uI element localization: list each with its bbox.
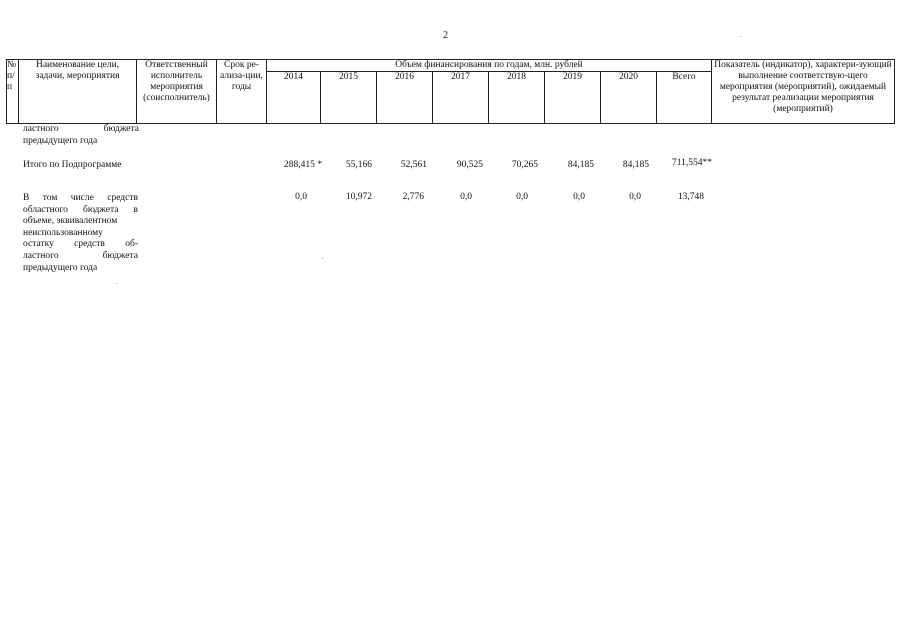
header-year: 2016 — [377, 72, 433, 124]
scan-speck — [740, 36, 741, 37]
scan-speck — [116, 283, 117, 284]
header-total: Всего — [657, 72, 712, 124]
cell-value: 0,0 — [573, 192, 585, 202]
cell-value: 84,185 — [622, 160, 649, 170]
cell-value: 0,0 — [629, 192, 641, 202]
scan-speck — [322, 258, 323, 259]
row-total-label: Итого по Подпрограмме — [23, 160, 122, 170]
text-line: предыдущего года — [23, 135, 98, 146]
header-year: 2020 — [601, 72, 657, 124]
text-line: ластного бюджета — [23, 124, 139, 134]
cell-value: 84,185 — [567, 160, 594, 170]
header-year: 2019 — [545, 72, 601, 124]
cell-value: 0,0 — [295, 192, 307, 202]
header-responsible: Ответственный исполнитель мероприятия (соисполнитель) — [137, 60, 217, 124]
header-year: 2014 — [267, 72, 321, 124]
cell-value: 711,554** — [671, 158, 712, 168]
cell-value: 0,0 — [460, 192, 472, 202]
cell-value: 0,0 — [516, 192, 528, 202]
header-funding: Объем финансирования по годам, млн. рублей — [267, 60, 712, 72]
header-year: 2018 — [489, 72, 545, 124]
table-header — [6, 59, 895, 124]
carry-text — [23, 124, 139, 147]
header-indicator: Показатель (индикатор), характери-зующий выполнение соответствую-щего мероприятия (мероприятий), ожидаемый результат реализации мероприятия (мероприятий) — [712, 60, 895, 124]
header-year: 2015 — [321, 72, 377, 124]
text-line: областного бюджета в — [23, 204, 138, 215]
cell-value: 55,166 — [345, 160, 372, 170]
header-number: № п/п — [7, 60, 19, 124]
cell-value: 2,776 — [402, 192, 424, 202]
text-line: ластного бюджета — [23, 250, 138, 261]
text-line: предыдущего года — [23, 262, 98, 273]
cell-value: 13,748 — [677, 192, 704, 202]
header-term: Срок ре-ализа-ции, годы — [217, 60, 267, 124]
cell-value: 288,415 * — [284, 160, 322, 170]
text-line: неиспользованному — [23, 227, 103, 238]
text-line: В том числе средств — [23, 193, 138, 203]
text-line: объеме, эквивалентном — [23, 216, 118, 227]
text-line: остатку средств об- — [23, 239, 138, 250]
header-name: Наименование цели, задачи, мероприятия — [19, 60, 137, 124]
row-regional-label — [23, 193, 138, 274]
page-number: 2 — [443, 30, 448, 41]
cell-value: 52,561 — [400, 160, 427, 170]
cell-value: 90,525 — [456, 160, 483, 170]
cell-value: 10,972 — [345, 192, 372, 202]
header-year: 2017 — [433, 72, 489, 124]
cell-value: 70,265 — [511, 160, 538, 170]
